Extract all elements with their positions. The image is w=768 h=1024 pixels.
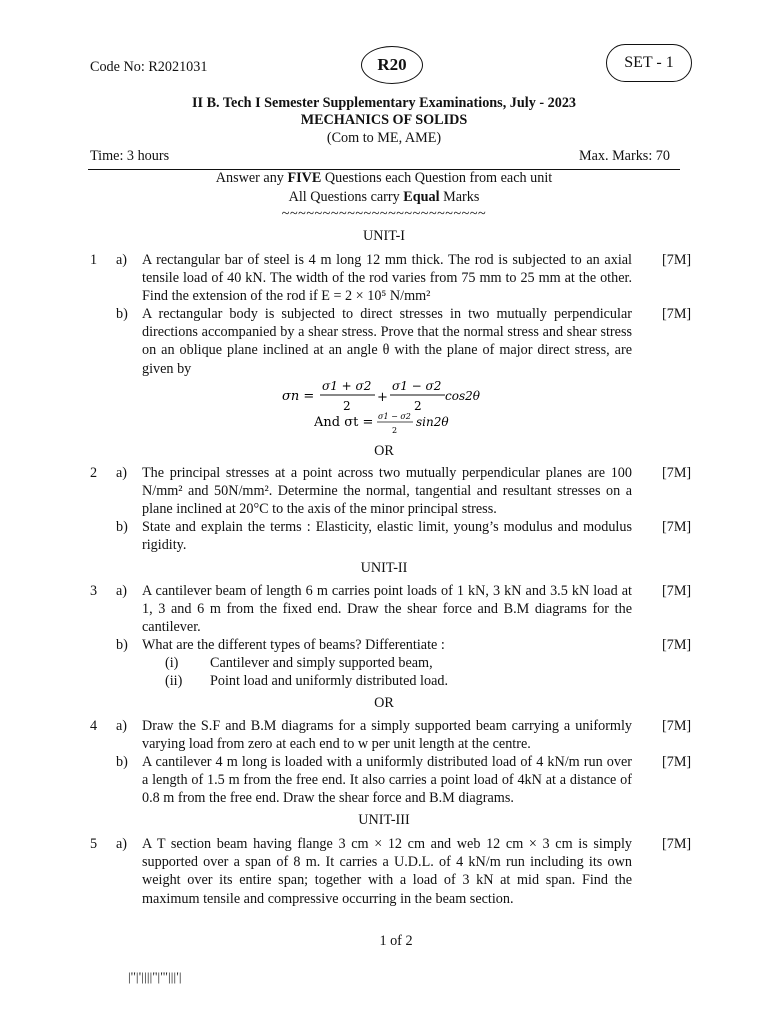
instruction-line-1: Answer any FIVE Questions each Question from each unit (215, 170, 553, 186)
marks-label: [7M] (662, 637, 692, 653)
sub-item-text: Point load and uniformly distributed load. (210, 673, 449, 689)
exam-code: Code No: R2021031 (90, 59, 208, 75)
instruction-line-2: All Questions carry Equal Marks (288, 189, 480, 205)
marks-label: [7M] (662, 252, 692, 268)
formula-denominator-1: 2 (343, 399, 351, 413)
part-label: b) (116, 519, 128, 535)
unit-2-heading: UNIT-II (360, 560, 408, 576)
formula-numerator-1: σ1 + σ2 (322, 379, 372, 393)
sub-item-label: (i) (165, 655, 179, 671)
marks-label: [7M] (662, 519, 692, 535)
marks-label: [7M] (662, 306, 692, 322)
question-number: 1 (90, 252, 98, 268)
normal-stress-formula (280, 378, 490, 414)
marks-label: [7M] (662, 718, 692, 734)
question-text: The principal stresses at a point across two mutually perpendicular planes are 100 N/mm² and 50N/mm². Determine the normal, tangential and resultant stresses on a plane inclined at 20°C to the axis of the minor principal stress. (142, 465, 632, 518)
question-text: A cantilever 4 m long is loaded with a uniformly distributed load of 4 kN/m run over a length of 1.5 m from the free end. It also carries a point load of 4kN at a distance of 0.8 m from the free end. Draw the shear force and B.M diagrams. (142, 754, 632, 807)
part-label: b) (116, 637, 128, 653)
sub-item-label: (ii) (165, 673, 183, 689)
part-label: a) (116, 252, 128, 268)
formula-sin: sin2θ (416, 415, 449, 429)
question-text: State and explain the terms : Elasticity, elastic limit, young’s modulus and modulus rigidity. (142, 519, 632, 554)
shear-stress-formula (314, 411, 474, 437)
question-text: A cantilever beam of length 6 m carries point loads of 1 kN, 3 kN and 3.5 kN load at 1, 3 and 6 m from the fixed end. Draw the shear force and B.M diagrams for the cantilever. (142, 583, 632, 636)
part-label: b) (116, 306, 128, 322)
question-number: 5 (90, 836, 98, 852)
subject-title: MECHANICS OF SOLIDS (300, 112, 468, 128)
part-label: b) (116, 754, 128, 770)
exam-title: II B. Tech I Semester Supplementary Examinations, July - 2023 (191, 95, 577, 111)
or-divider: OR (374, 443, 394, 459)
question-text: Draw the S.F and B.M diagrams for a simply supported beam carrying a uniformly varying load from zero at each end to w per unit length at the centre. (142, 718, 632, 753)
formula-small-numerator: σ1 − σ2 (378, 412, 411, 421)
max-marks: Max. Marks: 70 (578, 148, 670, 164)
marks-label: [7M] (662, 836, 692, 852)
formula-lhs: σn = (282, 389, 315, 404)
part-label: a) (116, 465, 128, 481)
question-number: 4 (90, 718, 98, 734)
formula-small-denominator: 2 (392, 426, 398, 435)
marks-label: [7M] (662, 583, 692, 599)
unit-3-heading: UNIT-III (358, 812, 410, 828)
formula-plus: + (377, 390, 388, 405)
question-text: A rectangular body is subjected to direct stresses in two mutually perpendicular directions accompanied by a shear stress. Prove that the normal stress and shear stress on an oblique plane inclined at an angle θ with the plane of major direct stress, are given by (142, 306, 632, 377)
set-badge: SET - 1 (606, 44, 692, 82)
formula-cos: cos2θ (445, 389, 480, 403)
question-text: A T section beam having flange 3 cm × 12 cm and web 12 cm × 3 cm is simply supported over a span of 8 m. It carries a U.D.L. of 4 kN/m run including its own weight over its entire span; together with a load of 3 kN at mid span. Find the maximum tensile and compressive occurring in the beam section. (142, 836, 632, 907)
marks-label: [7M] (662, 754, 692, 770)
unit-1-heading: UNIT-I (362, 228, 406, 244)
part-label: a) (116, 583, 128, 599)
barcode: |''|'||||''|'''|||'| (128, 969, 182, 984)
question-text: A rectangular bar of steel is 4 m long 12 mm thick. The rod is subjected to an axial tensile load of 40 kN. The width of the rod varies from 75 mm to 25 mm at the other. Find the extension of the rod if E = 2 × 10⁵ N/mm² (142, 252, 632, 305)
regulation-badge: R20 (361, 46, 423, 84)
page-number: 1 of 2 (379, 933, 413, 949)
exam-duration: Time: 3 hours (90, 148, 170, 164)
question-number: 2 (90, 465, 98, 481)
branches: (Com to ME, AME) (326, 130, 442, 146)
question-number: 3 (90, 583, 98, 599)
marks-label: [7M] (662, 465, 692, 481)
question-text: What are the different types of beams? Differentiate : (142, 637, 445, 653)
formula-and: And σt = (314, 415, 374, 430)
part-label: a) (116, 836, 128, 852)
sub-item-text: Cantilever and simply supported beam, (210, 655, 433, 671)
part-label: a) (116, 718, 128, 734)
separator-tildes: ~~~~~~~~~~~~~~~~~~~~~~~~~ (281, 206, 487, 222)
or-divider: OR (374, 695, 394, 711)
formula-denominator-2: 2 (414, 399, 422, 413)
formula-numerator-2: σ1 − σ2 (392, 379, 442, 393)
